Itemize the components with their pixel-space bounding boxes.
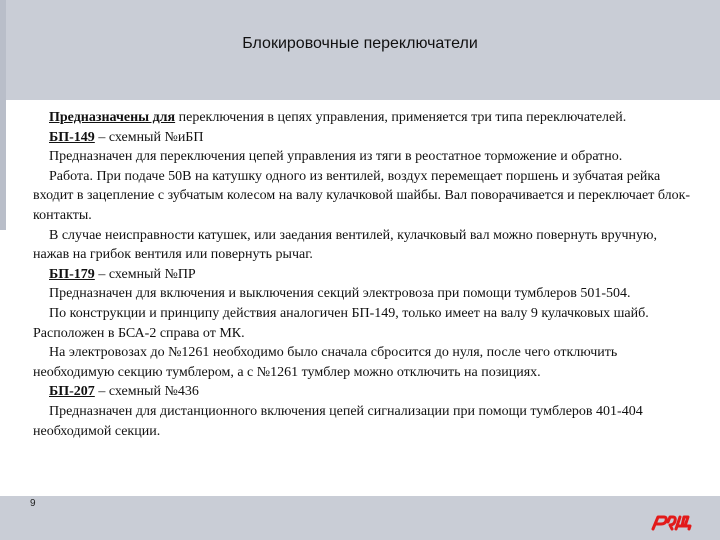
- paragraph-bp179-heading: [33, 265, 693, 285]
- rzd-logo-icon: [650, 512, 694, 537]
- paragraph-bp207-heading: [33, 382, 693, 402]
- bp149-scheme: – схемный №иБП: [94, 129, 204, 145]
- paragraph-bp179-construction: По конструкции и принципу действия аналогичен БП-149, только имеет на валу 9 кулачковых шайб. Расположен в БСА-2 справа от МК.: [33, 305, 649, 341]
- page-number: 9: [30, 498, 36, 509]
- paragraph-bp149-fault: В случае неисправности катушек, или заедания вентилей, кулачковый вал можно повернуть вручную, нажав на грибок вентиля или повернуть рычаг.: [33, 227, 657, 263]
- slide-title: Блокировочные переключатели: [242, 35, 478, 52]
- bp207-label: БП-207: [49, 384, 95, 400]
- bp179-label: БП-179: [49, 266, 95, 282]
- bp149-label: БП-149: [49, 129, 95, 145]
- paragraph-bp149-purpose: Предназначен для переключения цепей управления из тяги в реостатное торможение и обратно.: [49, 149, 623, 165]
- paragraph-purpose: [33, 108, 693, 128]
- bp179-scheme: – схемный №ПР: [94, 266, 196, 282]
- footer-band: [0, 496, 720, 540]
- paragraph-bp149-heading: [33, 128, 693, 148]
- bp207-scheme: – схемный №436: [94, 384, 199, 400]
- purpose-text: переключения в цепях управления, применяется три типа переключателей.: [175, 110, 627, 125]
- slide-body: [33, 108, 693, 441]
- paragraph-bp149-operation: Работа. При подаче 50В на катушку одного из вентилей, воздух перемещает поршень и зубчатая рейка входит в зацепление с зубчатым колесом на валу кулачковой шайбы. Вал поворачивается и переключает блок-контакты.: [33, 168, 691, 223]
- paragraph-bp179-purpose: Предназначен для включения и выключения секций электровоза при помощи тумблеров 501-504.: [49, 286, 631, 302]
- paragraph-bp179-note: На электровозах до №1261 необходимо было сначала сбросится до нуля, после чего отключить необходимую секцию тумблером, а с №1261 тумблер можно отключить на позициях.: [33, 345, 618, 380]
- purpose-heading: Предназначены для: [49, 110, 176, 125]
- paragraph-bp207-purpose: Предназначен для дистанционного включения цепей сигнализации при помощи тумблеров 401-404 необходимой секции.: [33, 403, 643, 439]
